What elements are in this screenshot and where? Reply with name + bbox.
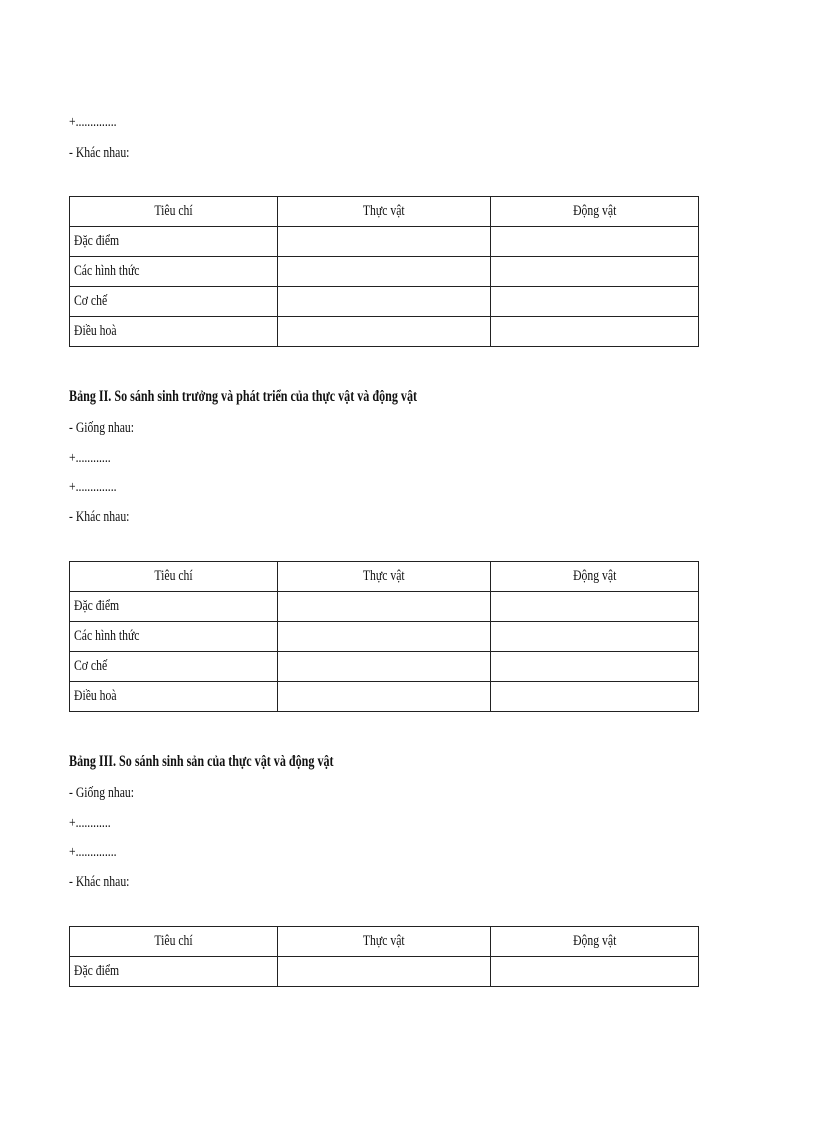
comparison-table-3 (69, 926, 699, 987)
table-row (70, 682, 699, 712)
header-criteria: Tiêu chí (70, 197, 278, 227)
animals-cell (491, 682, 699, 712)
animals-cell (491, 592, 699, 622)
table-row (70, 317, 699, 347)
table-header-row (70, 562, 699, 592)
header-criteria: Tiêu chí (70, 562, 278, 592)
similarities-label: - Giống nhau: (69, 420, 134, 436)
row-criteria-cell: Các hình thức (70, 257, 278, 287)
differences-label: - Khác nhau: (69, 874, 130, 890)
bullet-line: +.............. (69, 479, 117, 495)
animals-cell (491, 257, 699, 287)
plants-cell (278, 227, 491, 257)
differences-label: - Khác nhau: (69, 145, 130, 161)
row-criteria-cell: Đặc điểm (70, 227, 278, 257)
table-header-row (70, 927, 699, 957)
table-row (70, 957, 699, 987)
bullet-line: +............ (69, 450, 111, 466)
bullet-line: +.............. (69, 114, 117, 130)
plants-cell (278, 592, 491, 622)
animals-cell (491, 957, 699, 987)
animals-cell (491, 622, 699, 652)
plants-cell (278, 622, 491, 652)
animals-cell (491, 317, 699, 347)
plants-cell (278, 652, 491, 682)
row-criteria-cell: Các hình thức (70, 622, 278, 652)
section-2-title: Bảng II. So sánh sinh trưởng và phát triển của thực vật và động vật (69, 388, 418, 405)
row-criteria-cell: Điều hoà (70, 317, 278, 347)
comparison-table-2 (69, 561, 699, 712)
table-row (70, 257, 699, 287)
table-row (70, 622, 699, 652)
animals-cell (491, 287, 699, 317)
comparison-table-1 (69, 196, 699, 347)
section-3-title: Bảng III. So sánh sinh sản của thực vật và động vật (69, 753, 334, 770)
plants-cell (278, 682, 491, 712)
header-animals: Động vật (491, 927, 699, 957)
header-criteria: Tiêu chí (70, 927, 278, 957)
animals-cell (491, 227, 699, 257)
plants-cell (278, 287, 491, 317)
animals-cell (491, 652, 699, 682)
table-row (70, 227, 699, 257)
row-criteria-cell: Cơ chế (70, 652, 278, 682)
plants-cell (278, 257, 491, 287)
row-criteria-cell: Điều hoà (70, 682, 278, 712)
header-plants: Thực vật (278, 197, 491, 227)
row-criteria-cell: Cơ chế (70, 287, 278, 317)
plants-cell (278, 317, 491, 347)
row-criteria-cell: Đặc điểm (70, 957, 278, 987)
table-row (70, 287, 699, 317)
table-row (70, 592, 699, 622)
bullet-line: +.............. (69, 844, 117, 860)
header-animals: Động vật (491, 197, 699, 227)
table-header-row (70, 197, 699, 227)
row-criteria-cell: Đặc điểm (70, 592, 278, 622)
bullet-line: +............ (69, 815, 111, 831)
table-row (70, 652, 699, 682)
header-plants: Thực vật (278, 927, 491, 957)
differences-label: - Khác nhau: (69, 509, 130, 525)
header-plants: Thực vật (278, 562, 491, 592)
plants-cell (278, 957, 491, 987)
similarities-label: - Giống nhau: (69, 785, 134, 801)
header-animals: Động vật (491, 562, 699, 592)
